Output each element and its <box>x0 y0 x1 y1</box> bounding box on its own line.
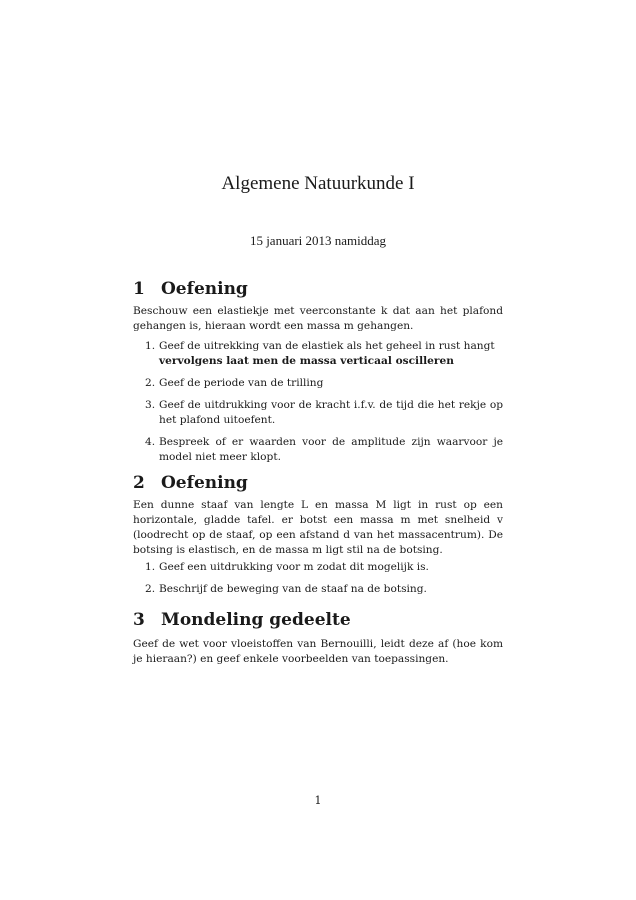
list-item <box>133 582 503 597</box>
item-number: 1. <box>145 340 156 352</box>
item-number: 2. <box>145 583 156 595</box>
item-text: Beschrijf de beweging van de staaf na de botsing. <box>159 583 427 595</box>
section-3-number: 3 <box>133 610 145 630</box>
item-text: Geef de periode van de trilling <box>159 377 324 389</box>
section-2-intro: Een dunne staaf van lengte L en massa M ligt in rust op een horizontale, gladde tafel. er botst een massa m met snelheid v (loodrecht op de staaf, op een afstand d van het massacentrum). De botsing is elastisch, en de massa m ligt stil na de botsing. <box>133 499 503 556</box>
section-2-number: 2 <box>133 473 145 493</box>
item-bold-text: vervolgens laat men de massa verticaal oscilleren <box>159 355 454 367</box>
item-text: Bespreek of er waarden voor de amplitude zijn waarvoor je model niet meer klopt. <box>159 436 503 463</box>
section-3-title: Mondeling gedeelte <box>161 610 351 630</box>
item-text: Geef een uitdrukking voor m zodat dit mogelijk is. <box>159 561 429 573</box>
section-1-intro: Beschouw een elastiekje met veerconstante k dat aan het plafond gehangen is, hieraan wordt een massa m gehangen. <box>133 305 503 332</box>
item-number: 2. <box>145 377 156 389</box>
item-number: 1. <box>145 561 156 573</box>
list-item <box>133 560 503 575</box>
section-2-list <box>133 560 503 604</box>
section-2-heading <box>133 473 248 493</box>
section-1-number: 1 <box>133 279 145 299</box>
section-3-intro: Geef de wet voor vloeistoffen van Bernouilli, leidt deze af (hoe kom je hieraan?) en geef enkele voorbeelden van toepassingen. <box>133 638 503 665</box>
section-2-title: Oefening <box>161 473 248 493</box>
page-number: 1 <box>314 794 322 807</box>
document-date: 15 januari 2013 namiddag <box>249 233 387 248</box>
section-1-heading <box>133 279 248 299</box>
item-text: Geef de uitrekking van de elastiek als het geheel in rust hangt <box>159 340 495 352</box>
list-item <box>133 398 503 428</box>
section-1-list <box>133 339 503 472</box>
list-item <box>133 339 503 369</box>
item-number: 4. <box>145 436 156 448</box>
list-item <box>133 435 503 465</box>
section-1-title: Oefening <box>161 279 248 299</box>
item-text: Geef de uitdrukking voor de kracht i.f.v. de tijd die het rekje op het plafond uitoefent. <box>159 399 503 426</box>
item-number: 3. <box>145 399 156 411</box>
document-title: Algemene Natuurkunde I <box>221 173 415 194</box>
list-item <box>133 376 503 391</box>
section-3-heading <box>133 610 351 630</box>
